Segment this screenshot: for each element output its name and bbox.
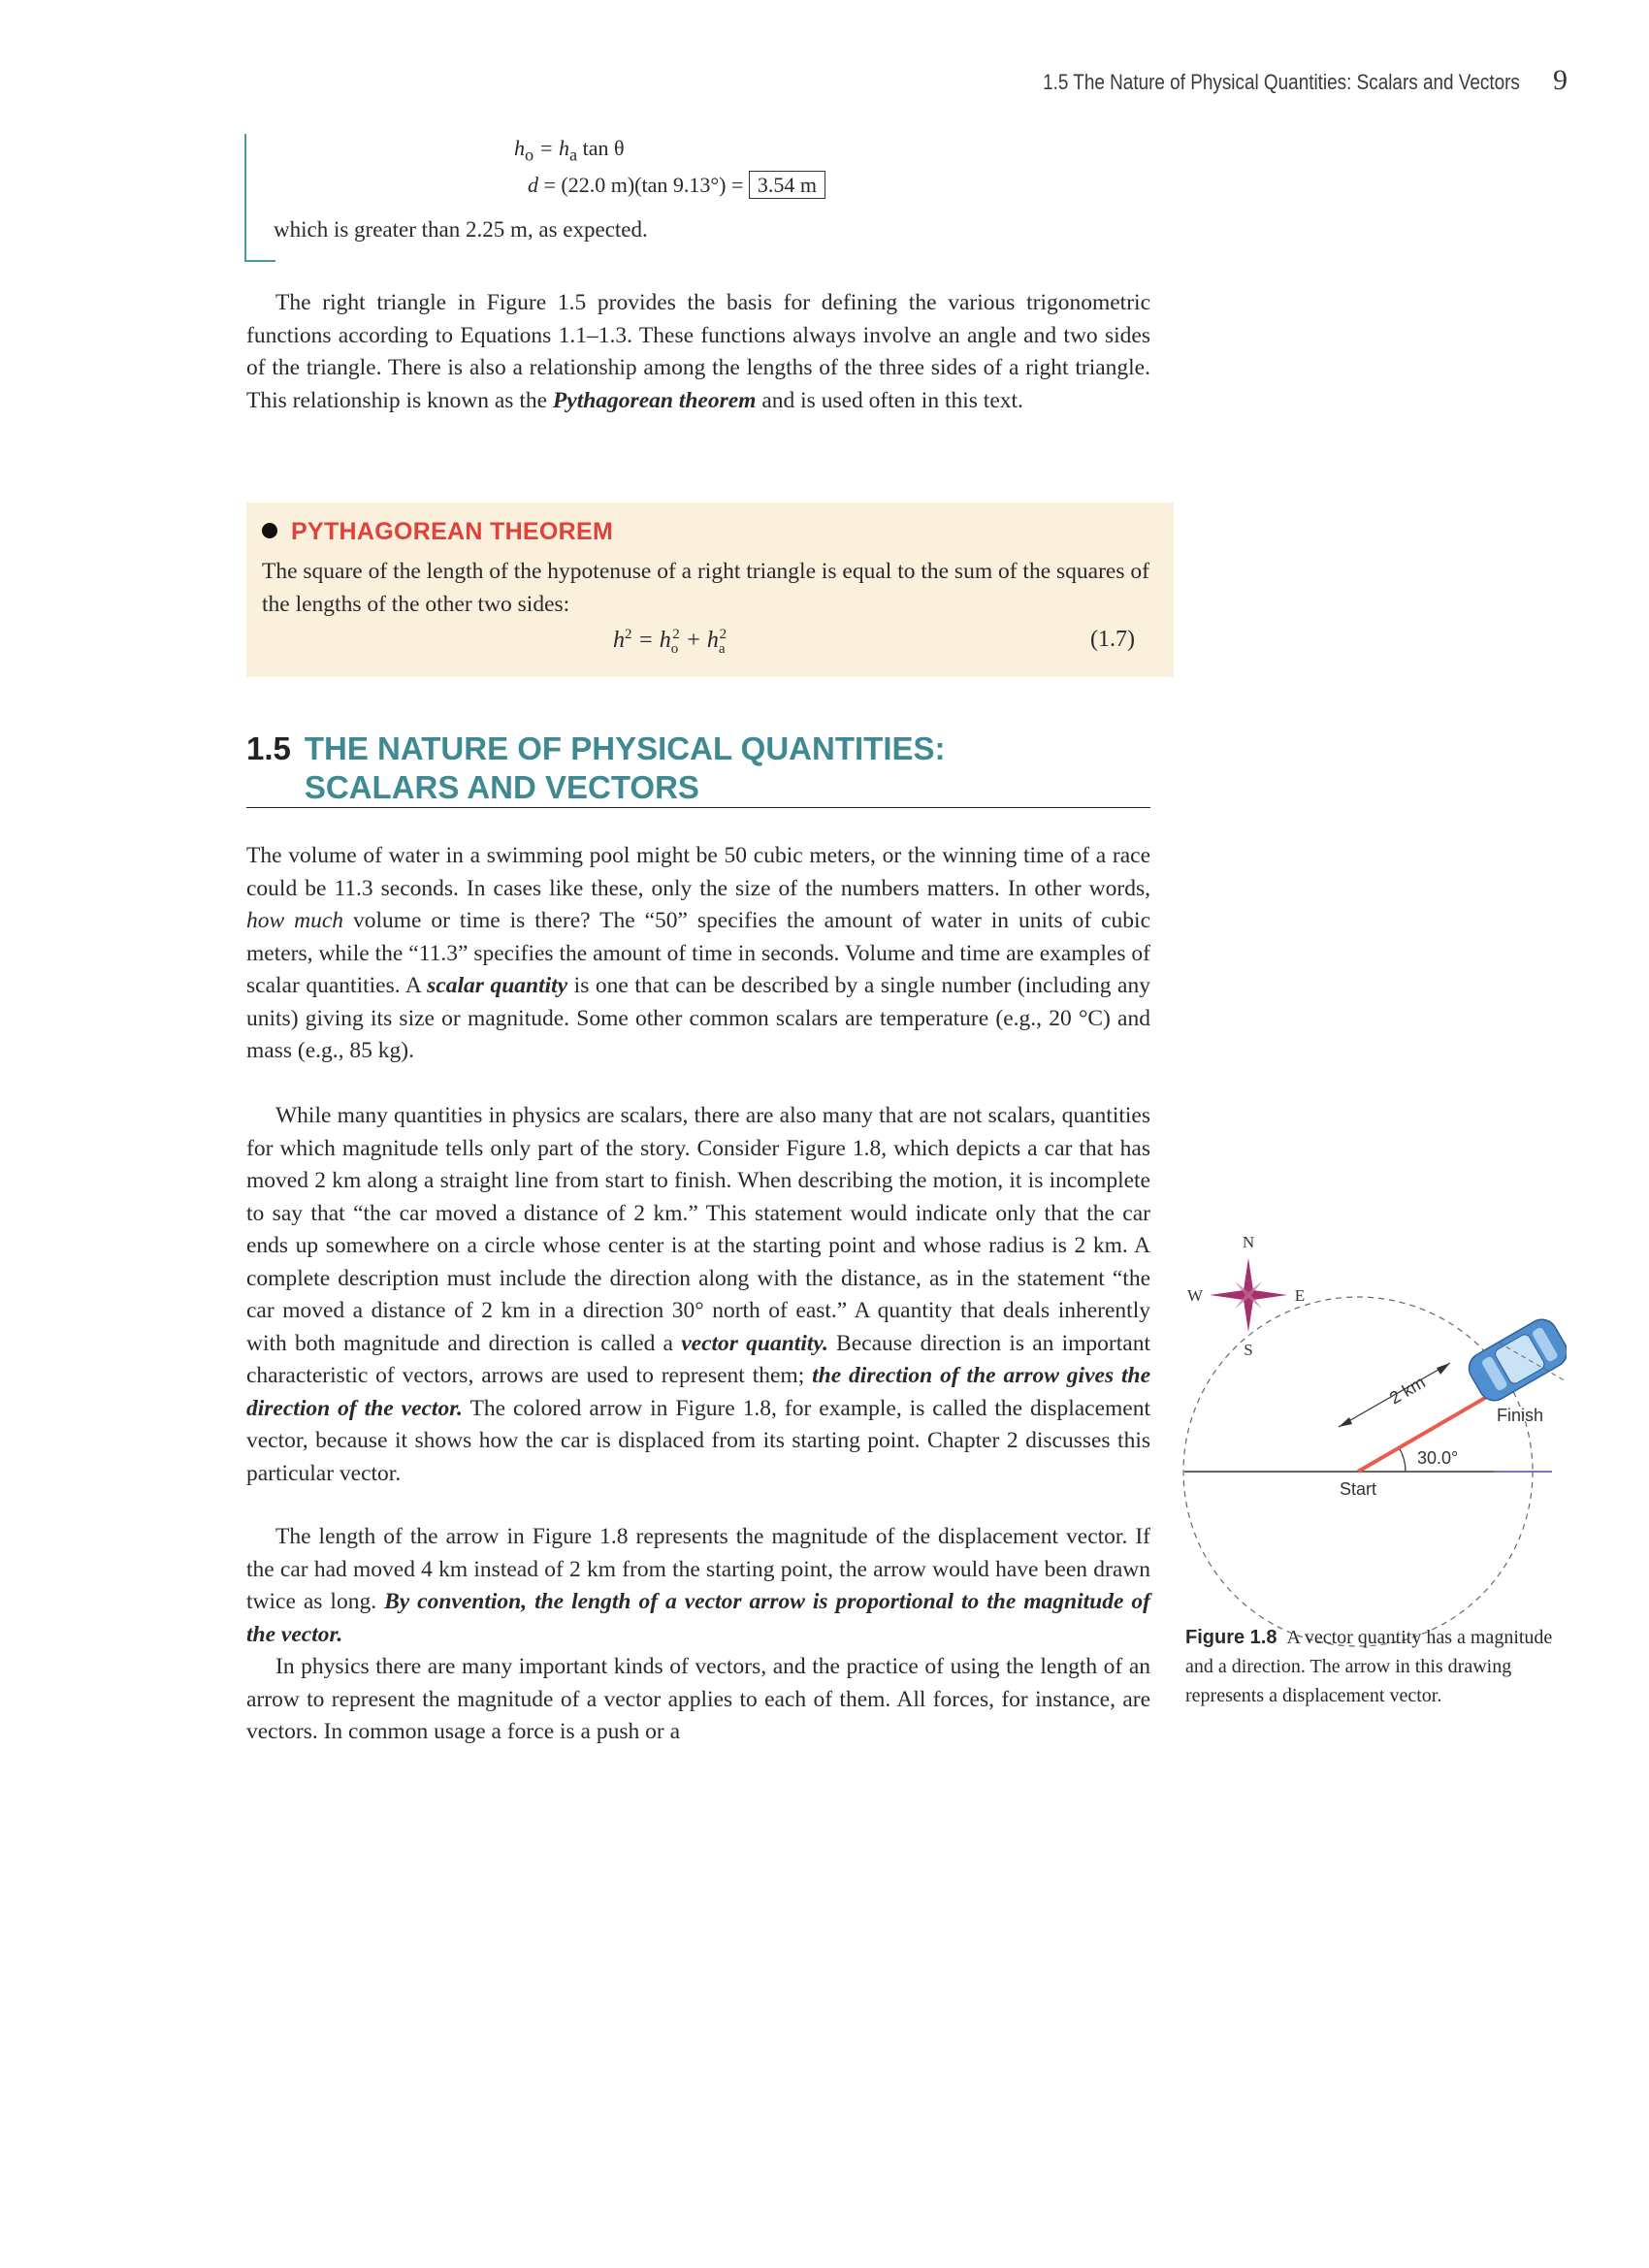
theorem-heading: PYTHAGOREAN THEOREM — [262, 518, 613, 546]
caption-label: Figure 1.8 — [1185, 1627, 1277, 1648]
distance-label: 2 km — [1386, 1372, 1429, 1409]
compass-n-label: N — [1242, 1233, 1255, 1251]
solution-note: which is greater than 2.25 m, as expected. — [274, 217, 648, 242]
term-scalar-quantity: scalar quantity — [427, 973, 568, 998]
equation-ho: $h_o = h_a$ tan θ — [514, 136, 625, 165]
paragraph-arrow-length: The length of the arrow in Figure 1.8 represents the magnitude of the displacement vector. If the car had moved 4 km instead of 2 km from the starting point, the arrow would have been drawn twice as long. By convention, the length of a vector arrow is proportional to the magnitude of the vector. — [246, 1524, 1150, 1647]
paragraph-scalars: The volume of water in a swimming pool might be 50 cubic meters, or the winning time of a race could be 11.3 seconds. In cases like these, only the size of the numbers matters. In other words, how much volume or time is there? The “50” specifies the amount of water in units of cubic meters, while the “11.3” specifies the amount of time in seconds. Volume and time are examples of scalar quantities. A scalar quantity is one that can be described by a single number (including any units) giving its size or magnitude. Some other common scalars are temperature (e.g., 20 °C) and mass (e.g., 85 kg). — [246, 843, 1150, 1063]
intro-paragraph: The right triangle in Figure 1.5 provides the basis for defining the various trigonometric functions according to Equations 1.1–1.3. These functions always involve an angle and two sides of the triangle. There is also a relationship among the lengths of the three sides of a right triangle. This relationship is known as the Pythagorean theorem and is used often in this text. — [246, 290, 1150, 413]
figure-caption — [1185, 1623, 1554, 1710]
theorem-box — [246, 502, 1174, 677]
finish-label: Finish — [1497, 1406, 1544, 1425]
compass-rose-icon — [1210, 1258, 1287, 1332]
compass-e-label: E — [1294, 1286, 1306, 1305]
running-title: 1.5 The Nature of Physical Quantities: Scalars and Vectors — [1043, 70, 1520, 94]
section-title: THE NATURE OF PHYSICAL QUANTITIES: SCALARS AND VECTORS — [304, 730, 946, 805]
figure-displacement — [1179, 1222, 1567, 1649]
compass-s-label: S — [1244, 1341, 1253, 1359]
page-number: 9 — [1553, 64, 1568, 96]
angle-arc — [1399, 1447, 1406, 1472]
example-solution-end — [244, 134, 984, 262]
equation-d: d = (22.0 m)(tan 9.13°) = 3.54 m — [528, 173, 825, 198]
start-label: Start — [1340, 1479, 1377, 1499]
equation-number: (1.7) — [1090, 627, 1135, 652]
caption-text: A vector quantity has a magnitude and a direction. The arrow in this drawing represents a displacement vector. — [1185, 1627, 1553, 1706]
section-heading — [246, 729, 1150, 808]
boxed-answer: 3.54 m — [749, 171, 825, 199]
theorem-statement: The square of the length of the hypotenuse of a right triangle is equal to the sum of the squares of the lengths of the other two sides: — [262, 559, 1149, 617]
paragraph-forces: In physics there are many important kinds of vectors, and the practice of using the length of an arrow to represent the magnitude of a vector applies to each of them. All forces, for instance, are vectors. In common usage a force is a push or a — [246, 1654, 1150, 1744]
term-vector-quantity: vector quantity. — [681, 1330, 828, 1356]
paragraph-vectors: While many quantities in physics are scalars, there are also many that are not scalars, quantities for which magnitude tells only part of the story. Consider Figure 1.8, which depicts a car that has moved 2 km along a straight line from start to finish. When describing the motion, it is incomplete to say that “the car moved a distance of 2 km.” This statement would indicate only that the car ends up somewhere on a circle whose center is at the starting point and whose radius is 2 km. A complete description must include the direction along with the distance, as in the statement “the car moved a distance of 2 km in a direction 30° north of east.” A quantity that deals inherently with both magnitude and direction is called a vector quantity. Because direction is an important characteristic of vectors, arrows are used to represent them; the direction of the arrow gives the direction of the vector. The colored arrow in Figure 1.8, for example, is called the displacement vector, because it shows how the car is displaced from its starting point. Chapter 2 discusses this particular vector. — [246, 1103, 1151, 1486]
car-icon — [1464, 1313, 1567, 1406]
angle-label: 30.0° — [1417, 1448, 1459, 1468]
bullet-icon — [262, 523, 277, 538]
theorem-equation: $h^2 = h_o^2 + h_a^2$ — [613, 627, 728, 657]
term-pythagorean: Pythagorean theorem — [552, 387, 757, 413]
compass-w-label: W — [1186, 1286, 1204, 1305]
section-number: 1.5 — [246, 730, 291, 766]
running-header — [965, 64, 1568, 103]
